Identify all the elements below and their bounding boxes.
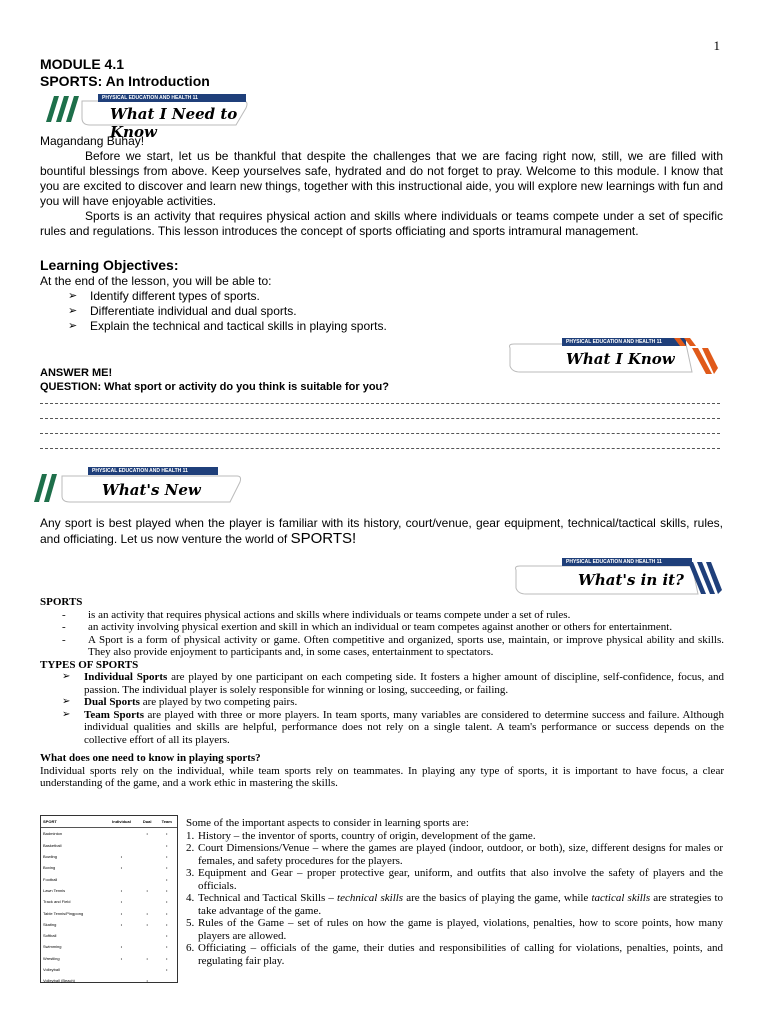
list-item: ➢ Dual Sports are played by two competing pairs. [62, 696, 298, 708]
table-cell-mark [105, 828, 138, 840]
list-item: ➢ Differentiate individual and dual sports. [68, 304, 297, 318]
table-cell-mark: • [165, 933, 168, 939]
table-cell-mark: • [165, 876, 168, 882]
banner-subject: PHYSICAL EDUCATION AND HEALTH 11 [102, 95, 198, 101]
module-number: MODULE 4.1 [40, 56, 125, 72]
table-cell-mark: • [165, 842, 168, 848]
list-item: - an activity involving physical exertion and skill in which an individual or team competes against another or others for entertainment. [40, 621, 724, 634]
types-list [40, 671, 724, 746]
table-cell-mark: • [120, 899, 123, 905]
table-cell-mark: • [146, 831, 148, 837]
banner-title: What I Need to Know [110, 105, 238, 141]
table-cell-mark: • [146, 955, 148, 961]
table-cell-mark: • [165, 887, 168, 893]
arrow-bullet-icon: ➢ [62, 671, 71, 682]
table-cell-mark [105, 873, 138, 884]
table-cell-mark [105, 930, 138, 941]
table-cell-mark: • [165, 899, 168, 905]
table-cell-mark [138, 840, 156, 851]
list-item: 5. Rules of the Game – set of rules on how the game is played, violations, penalties, how to score points, how many players are allowed. [186, 917, 723, 942]
aspects-section [186, 817, 723, 967]
banner-whats-in-it [512, 556, 724, 598]
table-cell-mark: • [165, 831, 168, 837]
table-cell-mark: • [165, 967, 168, 972]
sports-section [40, 596, 724, 790]
answer-line[interactable] [40, 403, 720, 404]
table-cell-mark: • [120, 910, 123, 916]
table-cell-mark: • [165, 944, 168, 950]
list-item: 3. Equipment and Gear – proper protective gear, uniform, and outfits that also involve the safety of players and the officials. [186, 867, 723, 892]
table-cell-sport: Skating [43, 921, 57, 927]
table-cell-mark: • [165, 955, 168, 961]
table-header: Dual [138, 816, 156, 828]
table-cell-sport: Table Tennis/Pingpong [43, 910, 84, 916]
banner-title: What's New [102, 481, 201, 499]
arrow-bullet-icon: ➢ [62, 708, 71, 720]
objectives-title: Learning Objectives: [40, 257, 179, 273]
list-item: 2. Court Dimensions/Venue – where the games are played (indoor, outdoor, or both), size, different designs for males or females, and safety procedures for the players. [186, 842, 723, 867]
table-row [41, 873, 177, 884]
list-item: - A Sport is a form of physical activity or game. Often competitive and organized, sports use, maintain, or improve physical ability and skills. They also provide enjoyment to participants and, in some cases, entertainment to spectators. [40, 634, 724, 659]
table-cell-sport: Boxing [43, 865, 56, 871]
table-row [41, 840, 177, 851]
table-cell-sport: Badminton [43, 831, 63, 837]
sports-heading: SPORTS [40, 596, 83, 608]
aspects-list [186, 830, 723, 968]
table-cell-mark: • [120, 854, 123, 860]
table-cell-sport: Bowling [43, 854, 58, 860]
arrow-bullet-icon: ➢ [68, 305, 78, 317]
answer-heading: ANSWER ME! [40, 367, 113, 379]
table-cell-mark [138, 930, 156, 941]
table-cell-mark [105, 975, 138, 986]
banner-title: What I Know [566, 350, 675, 368]
table-cell-mark [138, 941, 156, 952]
list-item: 6. Officiating – officials of the game, their duties and responsibilities of calling for violations, penalties, points, and regulating fair play. [186, 942, 723, 967]
table-cell-sport: Basketball [43, 842, 62, 848]
table-cell-sport: Volleyball [43, 967, 60, 972]
table-row [41, 885, 177, 896]
table-cell-sport: Softball [43, 933, 57, 939]
table-cell-mark: • [146, 921, 148, 927]
whats-new-text: Any sport is best played when the player is familiar with its history, court/venue, gear equipment, technical/tactical skills, rules, and officiating. Let us now venture the world of SPORTS! [40, 516, 723, 547]
banner-title: What's in it? [578, 571, 684, 589]
table-cell-sport: Volleyball (Beach) [43, 978, 76, 984]
banner-what-i-know [506, 336, 718, 378]
table-row [41, 919, 177, 930]
answer-line[interactable] [40, 418, 720, 419]
intro-paragraph-1: Before we start, let us be thankful that despite the challenges that we are facing right now, still, we are filled with bountiful blessings from above. Keep yourselves safe, hydrated and do not forget to pray. Welcome to this module. I know that you are excited to discover and learn new things, together with this instructional aide, you will explore new learnings with fun and you will have enjoyable activities. [40, 149, 723, 208]
table-cell-mark: • [165, 910, 168, 916]
arrow-bullet-icon: ➢ [68, 290, 78, 302]
answer-line[interactable] [40, 433, 720, 434]
table-cell-mark [138, 873, 156, 884]
table-cell-mark: • [120, 887, 123, 893]
table-row [41, 862, 177, 873]
table-row [41, 953, 177, 964]
arrow-bullet-icon: ➢ [62, 696, 71, 707]
need-text: Individual sports rely on the individual, while team sports rely on teammates. In playing any type of sports, it is important to have focus, a clear understanding of the game, and a work ethic in mastering the skills. [40, 764, 724, 789]
list-item: 4. Technical and Tactical Skills – technical skills are the basics of playing the game, while tactical skills are strategies to take advantage of the game. [186, 892, 724, 917]
table-cell-sport: Wrestling [43, 955, 60, 961]
table-cell-mark [138, 862, 156, 873]
table-cell-mark: • [165, 865, 168, 871]
table-header: Team [156, 816, 177, 828]
table-cell-mark [138, 896, 156, 907]
table-header: SPORT [41, 816, 105, 828]
table-cell-mark: • [120, 955, 123, 961]
answer-line[interactable] [40, 448, 720, 449]
table-cell-mark: • [120, 865, 123, 871]
table-row [41, 896, 177, 907]
table-cell-mark: • [146, 887, 148, 893]
table-cell-sport: Football [43, 876, 58, 882]
banner-whats-new [32, 464, 244, 506]
table-cell-mark: • [165, 854, 168, 860]
page-number: 1 [713, 38, 720, 53]
module-heading [40, 56, 210, 90]
aspects-lead: Some of the important aspects to consider in learning sports are: [186, 817, 469, 829]
table-cell-mark [105, 840, 138, 851]
list-item: ➢ Individual Sports are played by one participant on each competing side. It fosters a higher amount of discipline, self-confidence, focus, and passion. The individual player is solely responsible for winning or losing, succeeding, or failing. [62, 671, 724, 696]
table-header: Individual [105, 816, 138, 828]
table-cell-mark: • [120, 944, 123, 950]
table-row [41, 964, 177, 975]
list-item: ➢ Team Sports are played with three or more players. In team sports, many variables are considered to determine success and failure. Although individual qualities and skills are helpful, performance does not rely on a single talent. A team's performance or success depends on the collective effort of all its players. [62, 708, 724, 746]
list-item: ➢ Identify different types of sports. [68, 289, 260, 303]
table-cell-mark [138, 851, 156, 862]
table-row [41, 828, 177, 840]
table-row [41, 851, 177, 862]
table-row [41, 907, 177, 918]
banner-subject: PHYSICAL EDUCATION AND HEALTH 11 [566, 339, 662, 345]
table-cell-mark: • [146, 910, 148, 916]
answer-question: QUESTION: What sport or activity do you think is suitable for you? [40, 381, 389, 393]
banner-subject: PHYSICAL EDUCATION AND HEALTH 11 [566, 559, 662, 565]
table-cell-sport: Track and Field [43, 899, 71, 905]
sports-type-table [41, 816, 177, 986]
table-row [41, 941, 177, 952]
table-cell-mark: • [146, 978, 148, 984]
table-cell-mark: • [120, 921, 123, 927]
table-row [41, 930, 177, 941]
greeting: Magandang Buhay! [40, 134, 145, 148]
types-heading: TYPES OF SPORTS [40, 658, 139, 671]
table-cell-mark: • [165, 921, 168, 927]
objectives-lead: At the end of the lesson, you will be able to: [40, 274, 272, 288]
table-cell-sport: Lawn Tennis [43, 887, 66, 893]
objectives-list [68, 289, 668, 334]
sports-table [40, 815, 178, 983]
module-title: SPORTS: An Introduction [40, 73, 210, 89]
list-item: ➢ Explain the technical and tactical skills in playing sports. [68, 319, 387, 333]
sports-definitions [40, 609, 724, 659]
table-cell-mark [156, 975, 177, 986]
banner-subject: PHYSICAL EDUCATION AND HEALTH 11 [92, 468, 188, 474]
list-item: 1. History – the inventor of sports, country of origin, development of the game. [186, 829, 536, 842]
need-heading: What does one need to know in playing sports? [40, 752, 261, 764]
arrow-bullet-icon: ➢ [68, 320, 78, 332]
table-cell-mark [105, 964, 138, 975]
table-cell-sport: Swimming [43, 944, 62, 950]
table-row [41, 975, 177, 986]
intro-paragraph-2: Sports is an activity that requires physical action and skills where individuals or teams compete under a set of specific rules and regulations. This lesson introduces the concept of sports officiating and sports intramural management. [40, 209, 723, 238]
table-cell-mark [138, 964, 156, 975]
list-item: - is an activity that requires physical actions and skills where individuals or teams compete under a set of rules. [40, 609, 724, 622]
